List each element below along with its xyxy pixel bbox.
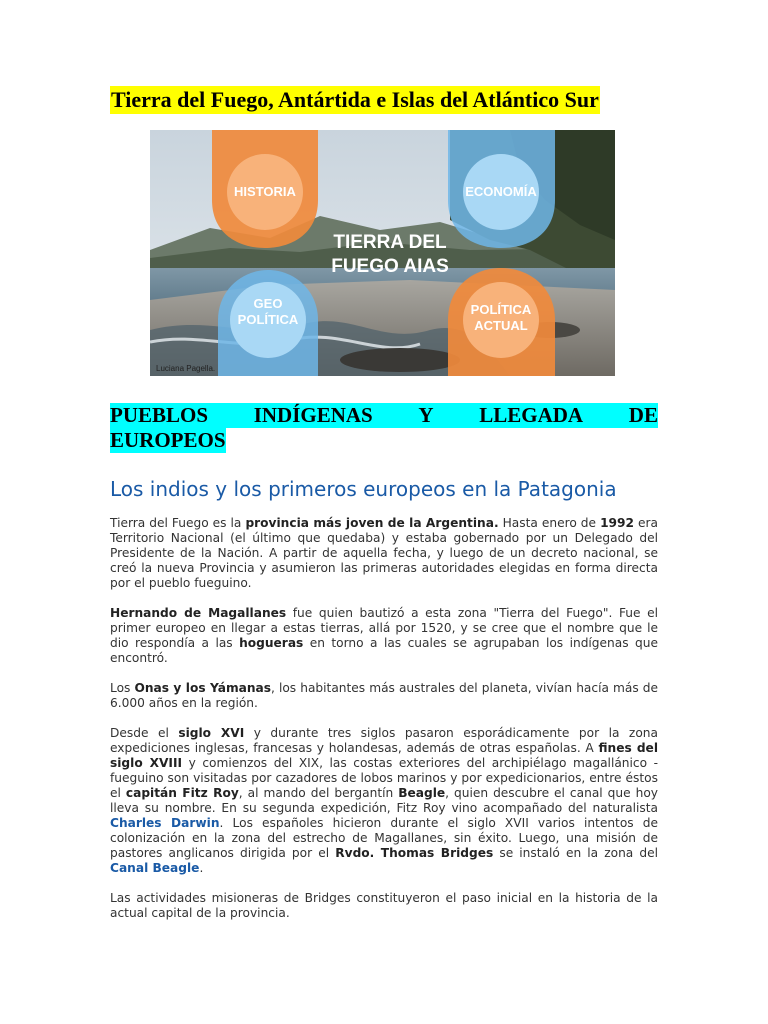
p4-bold: Rvdo. Thomas Bridges	[335, 846, 494, 860]
paragraph-3	[110, 681, 658, 711]
page-title: Tierra del Fuego, Antártida e Islas del Atlántico Sur	[111, 87, 599, 112]
p4-text: Desde el	[110, 726, 179, 740]
p4-text: . Los españoles hicieron durante el siglo XVII varios intentos de colonización en la zona del estrecho de Magallanes, sin éxito. Luego, una misión de pastores anglicanos dirigida por el	[110, 816, 658, 860]
paragraph-2	[110, 606, 658, 666]
section-heading-line2: EUROPEOS	[110, 428, 226, 452]
banner-credit: Luciana Pagella.	[156, 364, 216, 373]
p4-bold: siglo XVI	[178, 726, 245, 740]
p4-text: , quien descubre el canal que hoy lleva su nombre. En su segunda expedición, Fitz Roy vino acompañado del naturalista	[110, 786, 658, 815]
p4-bold: capitán Fitz Roy	[125, 786, 239, 800]
paragraph-1	[110, 516, 658, 591]
article-body	[110, 516, 658, 936]
p2-text: fue quien bautizó a esta zona "Tierra del Fuego". Fue el primer europeo en llegar a estas tierras, allá por 1520, y se cree que el nombre que le dio respondía a las	[110, 606, 658, 650]
p4-bold: Beagle	[398, 786, 446, 800]
banner-center-label-1: TIERRA DEL	[333, 232, 447, 253]
banner-image	[150, 130, 615, 376]
section-heading-word: DE	[628, 403, 658, 427]
p1-bold: 1992	[600, 516, 634, 530]
p3-bold: Onas y los Yámanas	[134, 681, 272, 695]
paragraph-4	[110, 726, 658, 876]
p4-text: y comienzos del XIX, las costas exteriores del archipiélago magallánico - fueguino son visitadas por cazadores de lobos marinos y por expedicionarios, entre éstos el	[110, 756, 658, 800]
section-heading-word: Y	[418, 403, 434, 427]
badge-geo-1: GEO	[253, 296, 283, 311]
p1-text: Hasta enero de	[498, 516, 601, 530]
badge-politica-2: ACTUAL	[474, 318, 528, 333]
section-heading-word: LLEGADA	[479, 403, 584, 427]
badge-historia: HISTORIA	[234, 184, 296, 199]
paragraph-5: Las actividades misioneras de Bridges constituyeron el paso inicial en la historia de la actual capital de la provincia.	[110, 891, 658, 920]
p4-text: .	[199, 861, 204, 875]
p4-text: y durante tres siglos pasaron esporádicamente por la zona expediciones inglesas, francesas y holandesas, además de otras españolas. A	[110, 726, 658, 755]
badge-politica-1: POLÍTICA	[470, 302, 532, 317]
section-heading-word: PUEBLOS	[110, 403, 209, 427]
p1-text: Tierra del Fuego es la	[110, 516, 246, 530]
p3-text: , los habitantes más australes del planeta, vivían hacía más de 6.000 años en la región.	[110, 681, 658, 710]
link-charles-darwin[interactable]: Charles Darwin	[110, 816, 220, 830]
p4-bold: fines del siglo XVIII	[110, 741, 658, 770]
section-heading	[110, 403, 658, 453]
p1-text: era Territorio Nacional (el último que quedaba) y estaba gobernado por un Delegado del Presidente de la Nación. A partir de aquella fecha, y luego de un decreto nacional, se creó la nueva Provincia y asumieron las primeras autoridades elegidas en forma directa por el pueblo fueguino.	[110, 516, 659, 590]
p4-text: , al mando del bergantín	[238, 786, 399, 800]
badge-geo-2: POLÍTICA	[237, 312, 299, 327]
p2-text: en torno a las cuales se agrupaban los indígenas que encontró.	[110, 636, 658, 665]
p3-text: Los	[110, 681, 135, 695]
p1-bold: provincia más joven de la Argentina.	[245, 516, 499, 530]
p2-bold: hogueras	[239, 636, 304, 650]
section-heading-word: INDÍGENAS	[253, 403, 373, 427]
link-canal-beagle[interactable]: Canal Beagle	[110, 861, 200, 875]
banner-center-label-2: FUEGO AIAS	[331, 256, 449, 277]
p4-text: se instaló en la zona del	[493, 846, 658, 860]
p2-bold: Hernando de Magallanes	[110, 606, 287, 620]
subheading: Los indios y los primeros europeos en la Patagonia	[110, 477, 617, 501]
section-heading-line1	[110, 403, 658, 428]
badge-economia: ECONOMÍA	[465, 184, 537, 199]
